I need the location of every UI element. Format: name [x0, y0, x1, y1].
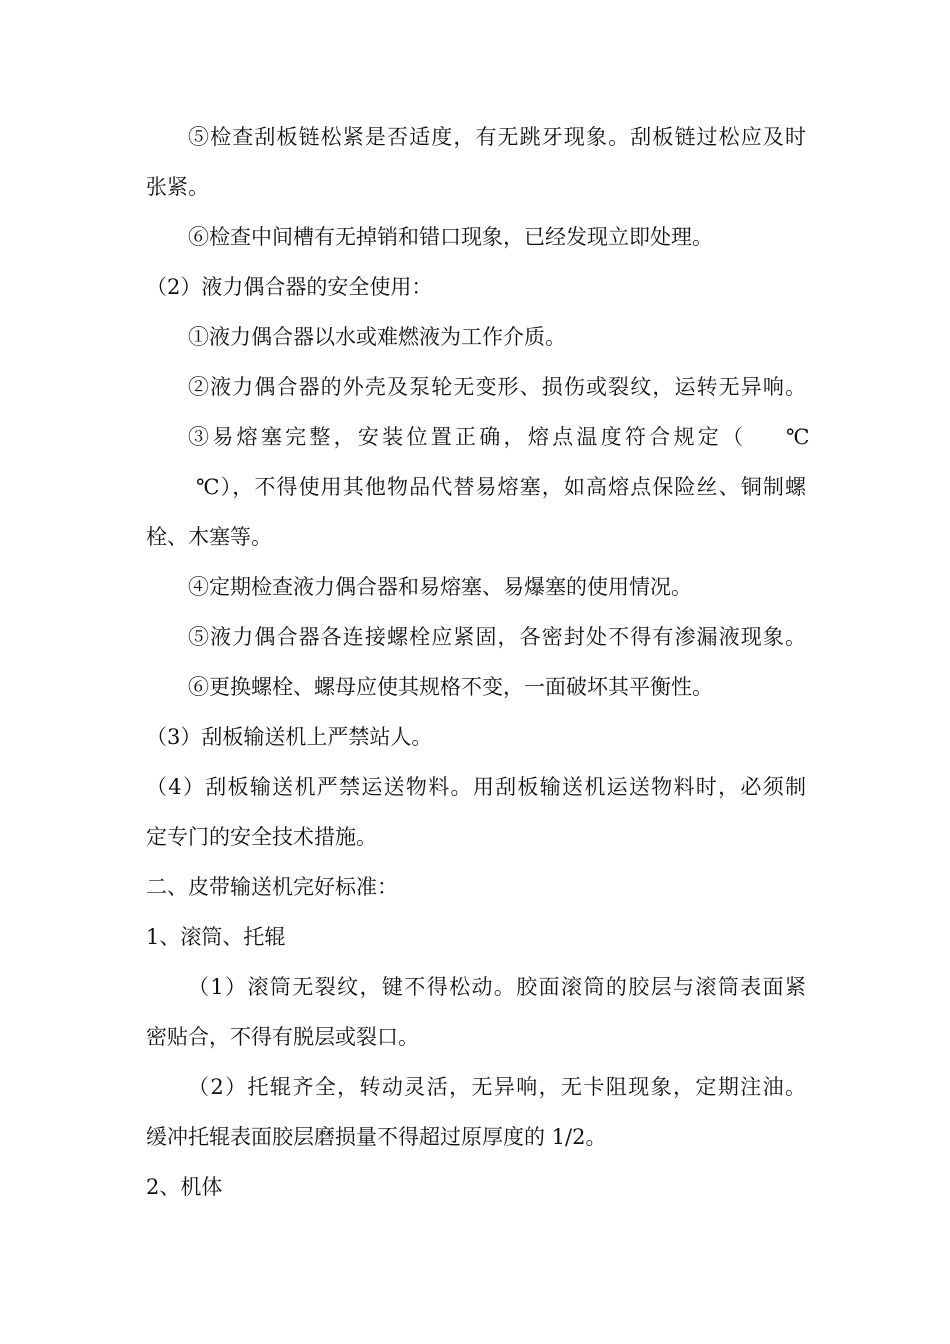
paragraph-line: ①液力偶合器以水或难燃液为工作介质。 [188, 325, 566, 349]
paragraph-line [188, 622, 806, 652]
paragraph-line: ④定期检查液力偶合器和易熔塞、易爆塞的使用情况。 [188, 575, 692, 599]
text: ℃），不得使用其他物品代替易熔塞，如高熔点保险丝、铜制螺 [196, 475, 806, 499]
paragraph-line: 栓、木塞等。 [146, 525, 272, 549]
paragraph-line: 张紧。 [146, 175, 209, 199]
text: ②液力偶合器的外壳及泵轮无变形、损伤或裂纹，运转无异响。 [188, 375, 806, 399]
paragraph-line [188, 372, 806, 402]
paragraph-line [196, 472, 806, 502]
subsection-heading: 2、机体 [146, 1175, 223, 1199]
paragraph-line: 密贴合，不得有脱层或裂口。 [146, 1025, 419, 1049]
paragraph-line: ⑥检查中间槽有无掉销和错口现象，已经发现立即处理。 [188, 225, 713, 249]
subsection-heading: 1、滚筒、托辊 [146, 925, 286, 949]
paragraph-line [188, 972, 806, 1002]
paragraph-line [146, 772, 806, 802]
paragraph-line: 定专门的安全技术措施。 [146, 825, 377, 849]
degree-unit: ℃ [786, 425, 810, 449]
paragraph-line [188, 122, 806, 152]
text: （4）刮板输送机严禁运送物料。用刮板输送机运送物料时，必须制 [146, 775, 806, 799]
text: ③易熔塞完整，安装位置正确，熔点温度符合规定（ [188, 425, 743, 449]
section-heading: 二、皮带输送机完好标准： [146, 875, 398, 899]
section-heading: （3）刮板输送机上严禁站人。 [146, 725, 433, 749]
text: （1）滚筒无裂纹，键不得松动。胶面滚筒的胶层与滚筒表面紧 [188, 975, 806, 999]
text: ⑤检查刮板链松紧是否适度，有无跳牙现象。刮板链过松应及时 [188, 125, 806, 149]
paragraph-line: ⑥更换螺栓、螺母应使其规格不变，一面破坏其平衡性。 [188, 675, 713, 699]
paragraph-line: 缓冲托辊表面胶层磨损量不得超过原厚度的 1/2。 [146, 1125, 607, 1149]
text: （2）托辊齐全，转动灵活，无异响，无卡阻现象，定期注油。 [188, 1075, 806, 1099]
text: ⑤液力偶合器各连接螺栓应紧固，各密封处不得有渗漏液现象。 [188, 625, 806, 649]
paragraph-line [188, 422, 758, 452]
paragraph-line [188, 1072, 806, 1102]
section-heading: （2）液力偶合器的安全使用： [146, 275, 433, 299]
